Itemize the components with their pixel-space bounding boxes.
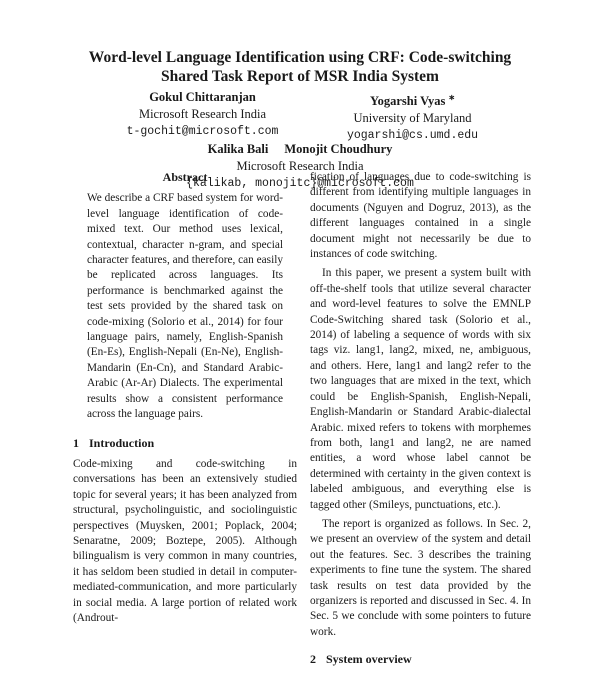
right-column bbox=[310, 170, 531, 674]
author-affiliation: University of Maryland bbox=[353, 111, 472, 126]
section-number: 1 bbox=[73, 435, 79, 450]
introduction-paragraph-1-continued: fication of languages due to code-switching is different from identifying multiple languages in documents (Nguyen and Dogruz, 2013), as the different languages contained in a single document might not necessarily be due to instances of code switching. bbox=[310, 171, 531, 261]
introduction-paragraph-2: In this paper, we present a system built with off-the-shelf tools that utilize several character and word-level features to solve the EMNLP Code-Switching shared task (Solorio et al., 2014) of labeling a sequence of words with six tags viz. lang1, lang2, mixed, ne, ambiguous, and others. Here, lang1 and lang2 refer to the two languages that are mixed in the text, which could be English-Spanish, English-Nepali, English-Mandarin or Standard Arabic-dialectal Arabic. mixed refers to tokens with morphemes from both, lang1 and lang2, ne are named entities, a word whose label cannot be determined with certainty in the given context is labeled ambiguous, and everything else is tagged other (Smileys, punctuations, etc.). bbox=[310, 267, 531, 511]
introduction-paragraph-3: The report is organized as follows. In Sec. 2, we present an overview of the system and detail out the features. Sec. 3 describes the training experiments to fine tune the system. The shared task results on test data provided by the organizers is reported and discussed in Sec. 4. In Sec. 5 we conclude with some pointers to future work. bbox=[310, 517, 531, 638]
author-email: yogarshi@cs.umd.edu bbox=[346, 129, 479, 143]
introduction-paragraph-1: Code-mixing and code-switching in conversations has been an extensively studied topic for several years; it has been analyzed from structural, psycholinguistic, and sociolinguistic perspectives (Muysken, 2001; Poplack, 2004; Senaratne, 2009; Boztepe, 2005). Although bilingualism is very common in many countries, it has seldom been studied in detail in computer-mediated-communication, and more particularly in social media. A large portion of related work (Androut- bbox=[73, 457, 297, 624]
author-affiliation: Microsoft Research India bbox=[138, 107, 267, 121]
section-heading-introduction bbox=[73, 436, 297, 451]
author-name-line bbox=[300, 89, 525, 110]
section-title: Introduction bbox=[89, 435, 155, 450]
author-email: t-gochit@microsoft.com bbox=[126, 125, 279, 138]
footnote-marker: ∗ bbox=[448, 93, 456, 102]
author-name: Kalika Bali bbox=[207, 142, 269, 156]
author-name: Gokul Chittaranjan bbox=[149, 90, 256, 104]
section-title: System overview bbox=[326, 652, 412, 667]
author-email: {kalikab, monojitc}@microsoft.com bbox=[186, 177, 414, 190]
abstract-text: We describe a CRF based system for word-level language identification of code-mixed text. Our method uses lexical, contextual, character n-gram, and special character features, and therefore, can easily be replicated across languages. Its performance is benchmarked against the test sets provided by the shared task on code-mixing (Solorio et al., 2014) for four language pairs, namely, English-Spanish (En-Es), English-Nepali (En-Ne), English-Mandarin (En-Cn), and Standard Arabic-Arabic (Ar-Ar) Dialects. The experimental results show a consistent performance across the language pairs. bbox=[87, 192, 284, 421]
author-affiliation: Microsoft Research India bbox=[236, 159, 364, 173]
author-name: Monojit Choudhury bbox=[284, 142, 393, 156]
author-block-2 bbox=[300, 89, 525, 144]
section-heading-system-overview bbox=[310, 652, 531, 667]
paper-title: Word-level Language Identification using CRF: Code-switching Shared Task Report of MSR India System bbox=[88, 49, 512, 85]
author-name: Yogarshi Vyas bbox=[369, 94, 446, 109]
section-number: 2 bbox=[310, 652, 316, 667]
author-block-1 bbox=[95, 89, 310, 140]
left-column bbox=[73, 170, 297, 626]
joint-author-names bbox=[165, 141, 435, 158]
abstract-heading: Abstract bbox=[162, 170, 208, 184]
